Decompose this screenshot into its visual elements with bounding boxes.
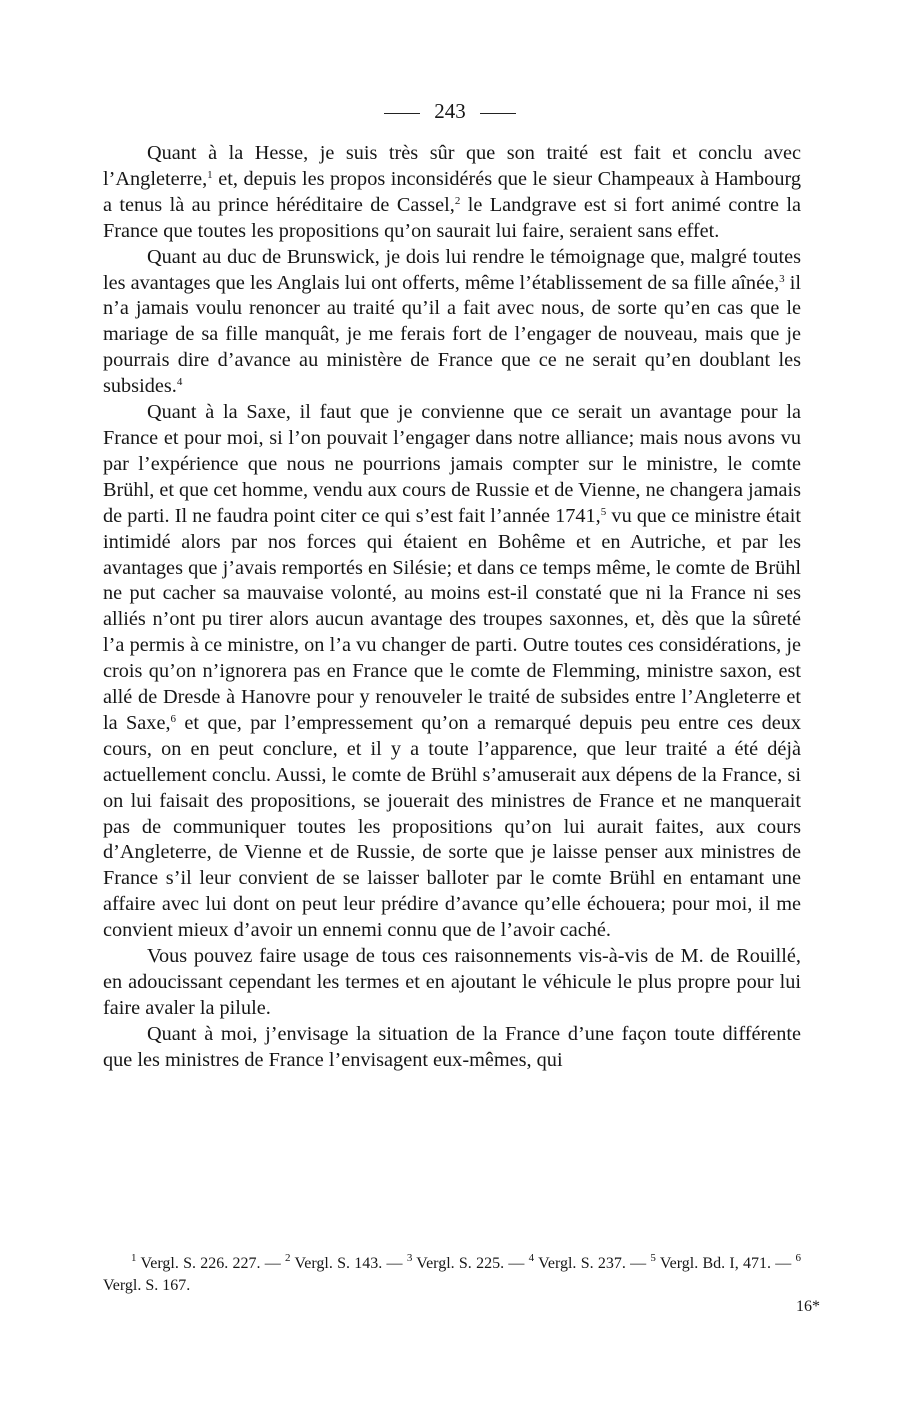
- text-run: Quant à la Saxe, il faut que je convienne que ce serait un avantage pour la France et pour moi, si l’on pouvait l’engager dans notre alliance; mais nous avons vu par l’expérience que nous ne pourrions jamais compter sur le ministre, le comte Brühl, et que cet homme, vendu aux cours de Russie et de Vienne, ne changera jamais de parti. Il ne faudra point citer ce qui s’est fait l’année 1741,: [103, 401, 801, 527]
- footnote-number: 3: [406, 1252, 413, 1264]
- text-run: et que, par l’empressement qu’on a remarqué depuis peu entre ces deux cours, on en peut conclure, et il y a toute l’apparence, que leur traité a été déjà actuellement conclu. Aussi, le comte de Brühl s’amuserait aux dépens de la France, si on lui faisait des propositions, se jouerait des ministres de France et ne manquerait pas de communiquer toutes les propositions qu’on lui aurait faites, aux cours d’Angleterre, de Vienne et de Russie, de sorte que je laisse penser aux ministres de France s’il leur convient de se laisser balloter par le comte Brühl en entamant une affaire avec lui dont on peut leur prédire d’avance qu’elle échouera; pour moi, il me convient mieux d’avoir un ennemi connu que de l’avoir caché.: [103, 711, 802, 942]
- text-run: le Landgrave est si fort animé contre la France que toutes les propositions qu’on saurait lui faire, seraient sans effet.: [103, 193, 801, 242]
- text-run: vu que ce ministre était intimidé alors par nos forces qui étaient en Bohême et en Autriche, et par les avantages que j’avais remportés en Silésie; et dans ce temps même, le comte de Brühl ne put cacher sa mauvaise volonté, au moins est-il constaté que ni la France ni ses alliés n’ont pu tirer alors aucun avantage des troupes saxonnes, et, dès que la sûreté l’a permis à ce ministre, on l’a vu changer de parti. Outre toutes ces considérations, je crois qu’on n’ignorera pas en France que le comte de Flemming, ministre saxon, est allé de Dresde à Hanovre pour y renouveler le traité de subsides entre l’Angleterre et la Saxe,: [103, 504, 802, 734]
- footnote-ref: 2: [454, 194, 461, 207]
- footnote-text: Vergl. S. 167.: [103, 1277, 191, 1294]
- footnote-text: Vergl. S. 143. —: [290, 1255, 407, 1272]
- footnote-ref: 6: [170, 712, 177, 725]
- footnote-ref: 5: [600, 505, 607, 518]
- printer-signature: 16*: [796, 1298, 820, 1315]
- right-dash: [480, 113, 516, 114]
- text-run: Quant à la Hesse, je suis très sûr que son traité est fait et conclu avec l’Angleterre,: [103, 142, 801, 190]
- footnote-ref: 4: [176, 376, 183, 389]
- footnotes: [103, 1253, 801, 1297]
- paragraph-hesse: [103, 141, 801, 245]
- page-number-text: 243: [434, 99, 466, 123]
- text-run: Quant à moi, j’envisage la situation de la France d’une façon toute différente que les ministres de France l’envisagent eux-mêmes, qui: [103, 1022, 801, 1071]
- paragraph-rouille: [103, 944, 801, 1022]
- footnote-number: 2: [285, 1252, 291, 1264]
- paragraph-saxe: [103, 400, 801, 944]
- footnote-number: 5: [650, 1252, 656, 1264]
- text-run: et, depuis les propos inconsidérés que le sieur Champeaux à Hambourg a tenus là au prince héréditaire de Cassel,: [103, 167, 801, 216]
- footnote-text: Vergl. S. 225. —: [412, 1255, 529, 1272]
- paragraph-brunswick: [103, 245, 801, 400]
- footnote-ref: 3: [779, 272, 785, 285]
- text-run: il n’a jamais voulu renoncer au traité qu’il a fait avec nous, de sorte qu’en cas que le mariage de sa fille manquât, je me ferais fort de l’engager de nouveau, mais que je pourrais dire d’avance au ministère de France que ce ne serait qu’en doublant les subsides.: [103, 271, 801, 398]
- footnote-number: 6: [795, 1252, 802, 1264]
- text-run: Vous pouvez faire usage de tous ces raisonnements vis-à-vis de M. de Rouillé, en adoucissant cependant les termes et en ajoutant le véhicule le plus propre pour lui faire avaler la pilule.: [103, 945, 801, 1019]
- footnote-number: 4: [528, 1252, 535, 1264]
- text-run: Quant au duc de Brunswick, je dois lui rendre le témoignage que, malgré toutes les avantages que les Anglais lui ont offerts, même l’établissement de sa fille aînée,: [103, 245, 801, 294]
- footnote-number: 1: [131, 1252, 137, 1264]
- body-text: [103, 141, 801, 1074]
- left-dash: [384, 113, 420, 114]
- page-number: [0, 99, 900, 124]
- footnote-text: Vergl. S. 226. 227. —: [136, 1255, 286, 1272]
- footnote-text: Vergl. S. 237. —: [534, 1255, 651, 1272]
- footnote-text: Vergl. Bd. I, 471. —: [655, 1255, 796, 1272]
- paragraph-france: [103, 1022, 801, 1074]
- footnote-ref: 1: [207, 168, 213, 181]
